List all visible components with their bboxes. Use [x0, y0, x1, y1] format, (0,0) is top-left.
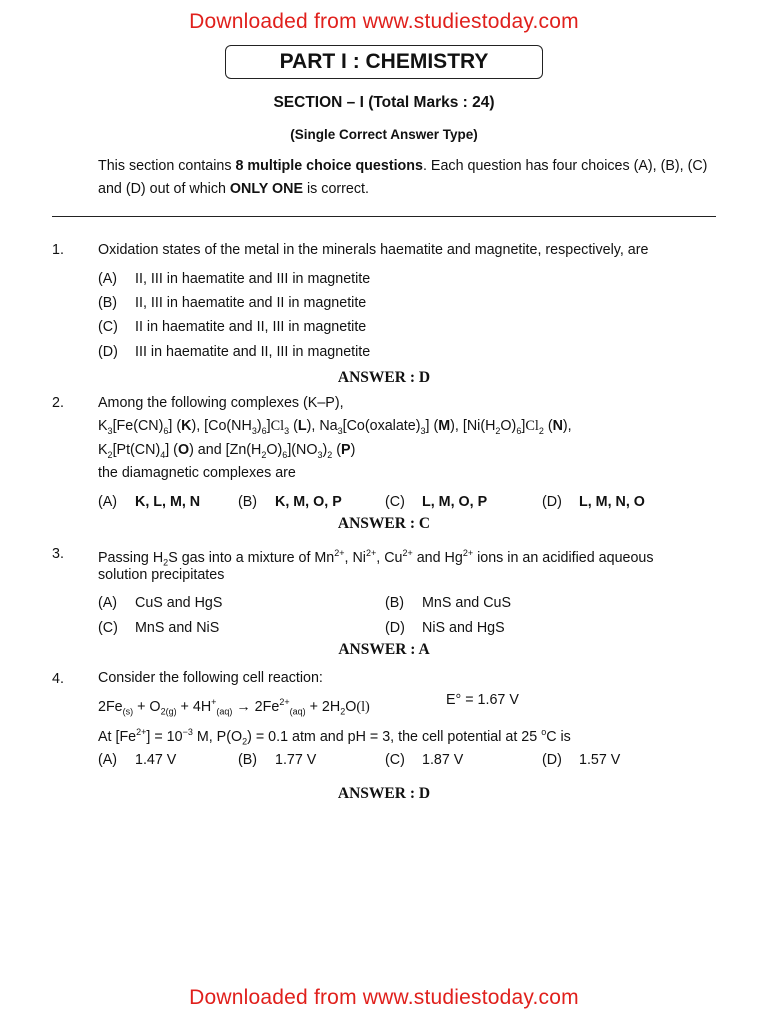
- question-3-text-continued: solution precipitates: [98, 567, 225, 583]
- question-3-option-b: (B) MnS and CuS: [385, 595, 512, 611]
- part-title: PART I : CHEMISTRY: [225, 45, 543, 79]
- question-2-option-b: (B) K, M, O, P: [238, 494, 342, 510]
- question-3-option-a: (A) CuS and HgS: [98, 595, 223, 611]
- question-2-option-c: (C) L, M, O, P: [385, 494, 488, 510]
- question-1-answer: ANSWER : D: [337, 369, 431, 386]
- question-2-text: Among the following complexes (K–P),: [98, 395, 344, 411]
- section-divider: [52, 216, 716, 217]
- question-4-conditions: At $[Fe^{2+}] = 10^{-3}$ M, $P(O_2) = 0.1$ atm and pH = 3, the cell potential at 25 $^o$C is: [98, 727, 571, 747]
- question-3-option-d: (D) NiS and HgS: [385, 620, 505, 636]
- question-4-option-d: (D) 1.57 V: [542, 752, 621, 768]
- cell-reaction-equation: $2Fe_{(s)} + O_{2(g)} + 4H^+_{(aq)} \to 2Fe^{2+}_{(aq)} + 2H_2O(l)$: [98, 697, 370, 717]
- question-1-option-d: (D) III in haematite and II, III in magnetite: [98, 344, 371, 360]
- question-2-option-a: (A) K, L, M, N: [98, 494, 201, 510]
- question-1-option-c: (C) II in haematite and II, III in magnetite: [98, 319, 367, 335]
- question-1-option-a: (A) II, III in haematite and III in magnetite: [98, 271, 371, 287]
- question-1-text: Oxidation states of the metal in the minerals haematite and magnetite, respectively, are: [98, 242, 649, 258]
- question-2-option-d: (D) L, M, N, O: [542, 494, 645, 510]
- question-2-complexes-line-1: $K_3[Fe(CN)_6]$ (K), $[Co(NH_3)_6]Cl_3$ (L), $Na_3[Co(oxalate)_3]$ (M), $[Ni(H_2O)_6]Cl_2$ (N),: [98, 418, 572, 436]
- question-2-answer: ANSWER : C: [337, 515, 431, 532]
- header-watermark: Downloaded from www.studiestoday.com: [189, 10, 579, 33]
- question-2-number: 2.: [52, 395, 64, 411]
- question-4-answer: ANSWER : D: [337, 785, 431, 802]
- question-4-option-c: (C) 1.87 V: [385, 752, 464, 768]
- question-4-option-b: (B) 1.77 V: [238, 752, 317, 768]
- question-1-option-b: (B) II, III in haematite and II in magnetite: [98, 295, 367, 311]
- question-3-answer: ANSWER : A: [338, 641, 430, 658]
- answer-type: (Single Correct Answer Type): [290, 127, 478, 142]
- question-3-number: 3.: [52, 546, 64, 562]
- question-2-prompt: the diamagnetic complexes are: [98, 465, 296, 481]
- question-4-number: 4.: [52, 671, 64, 687]
- section-title: SECTION – I (Total Marks : 24): [273, 94, 495, 111]
- section-instructions: This section contains 8 multiple choice questions. Each question has four choices (A), (B), (C) and (D) out of which ONLY ONE is correct.: [98, 158, 708, 197]
- question-2-complexes-line-2: $K_2[Pt(CN)_4]$ (O) and $[Zn(H_2O)_6](NO_3)_2$ (P): [98, 442, 356, 460]
- question-1-number: 1.: [52, 242, 64, 258]
- question-4-option-a: (A) 1.47 V: [98, 752, 177, 768]
- question-3-option-c: (C) MnS and NiS: [98, 620, 220, 636]
- footer-watermark: Downloaded from www.studiestoday.com: [189, 986, 579, 1009]
- question-3-text: Passing $H_2S$ gas into a mixture of $Mn^{2+}$, $Ni^{2+}$, $Cu^{2+}$ and $Hg^{2+}$ ions in an acidified aqueous: [98, 548, 654, 568]
- question-4-text: Consider the following cell reaction:: [98, 670, 323, 686]
- standard-potential: E° = 1.67 V: [446, 692, 519, 708]
